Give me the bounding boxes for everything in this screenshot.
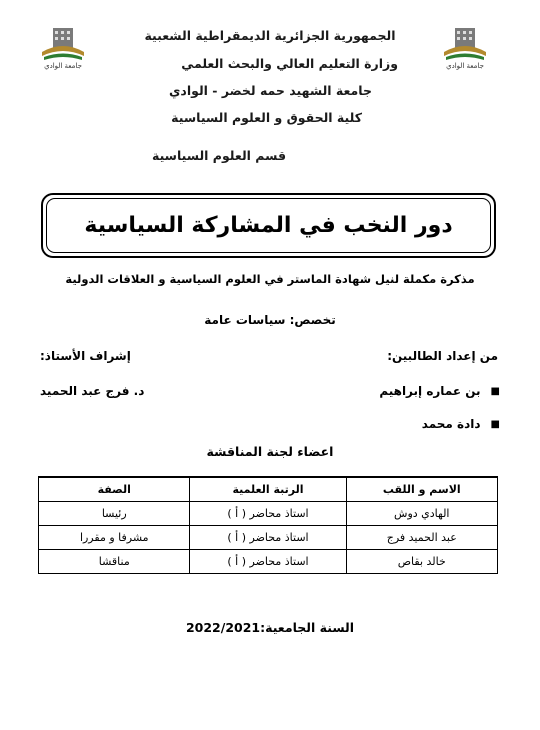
thesis-title: دور النخب في المشاركة السياسية [84, 213, 453, 238]
committee-title: اعضاء لجنة المناقشة [206, 444, 334, 459]
table-row [39, 549, 498, 573]
table-row [39, 525, 498, 549]
bullet-icon: ■ [490, 418, 500, 430]
student-name: بن عماره إبراهيم [379, 384, 481, 398]
member-role: مشرفا و مقررا [39, 525, 190, 549]
supervisor-label: إشراف الأستاذ: [40, 349, 131, 363]
member-name: خالد بقاص [346, 549, 497, 573]
university-heading: جامعة الشهيد حمه لخضر - الوادي [168, 83, 372, 98]
student-item [379, 384, 500, 398]
thesis-subtitle: مذكرة مكملة لنيل شهادة الماستر في العلوم السياسية و العلاقات الدولية [65, 272, 475, 286]
member-rank: استاذ محاضر ( أ ) [190, 525, 346, 549]
member-rank: استاذ محاضر ( أ ) [190, 549, 346, 573]
logo-caption: جامعة الوادي [44, 62, 82, 70]
column-header: الرتبة العلمية [190, 477, 346, 501]
department-heading: قسم العلوم السياسية [151, 148, 286, 163]
committee-table [38, 476, 498, 574]
member-rank: استاذ محاضر ( أ ) [190, 501, 346, 525]
student-name: دادة محمد [421, 417, 481, 431]
bullet-icon: ■ [490, 385, 500, 397]
member-role: مناقشا [39, 549, 190, 573]
specialization: تخصص: سياسات عامة [204, 313, 336, 327]
academic-year: السنة الجامعية:2022/2021 [185, 620, 355, 635]
ministry-heading: وزارة التعليم العالي والبحث العلمي [181, 56, 398, 71]
supervisor-name: د. فرج عبد الحميد [40, 384, 145, 398]
logo-caption: جامعة الوادي [446, 62, 484, 70]
column-header: الصفة [39, 477, 190, 501]
member-name: الهادي دوش [346, 501, 497, 525]
member-role: رئيسا [39, 501, 190, 525]
faculty-heading: كلية الحقوق و العلوم السياسية [171, 110, 362, 125]
member-name: عبد الحميد فرج [346, 525, 497, 549]
prepared-by-label: من إعداد الطالبين: [387, 349, 498, 363]
student-item [422, 417, 500, 431]
table-row [39, 501, 498, 525]
table-header-row [39, 477, 498, 501]
column-header: الاسم و اللقب [346, 477, 497, 501]
title-frame [41, 193, 496, 258]
republic-heading: الجمهورية الجزائرية الديمقراطية الشعبية [144, 28, 396, 43]
